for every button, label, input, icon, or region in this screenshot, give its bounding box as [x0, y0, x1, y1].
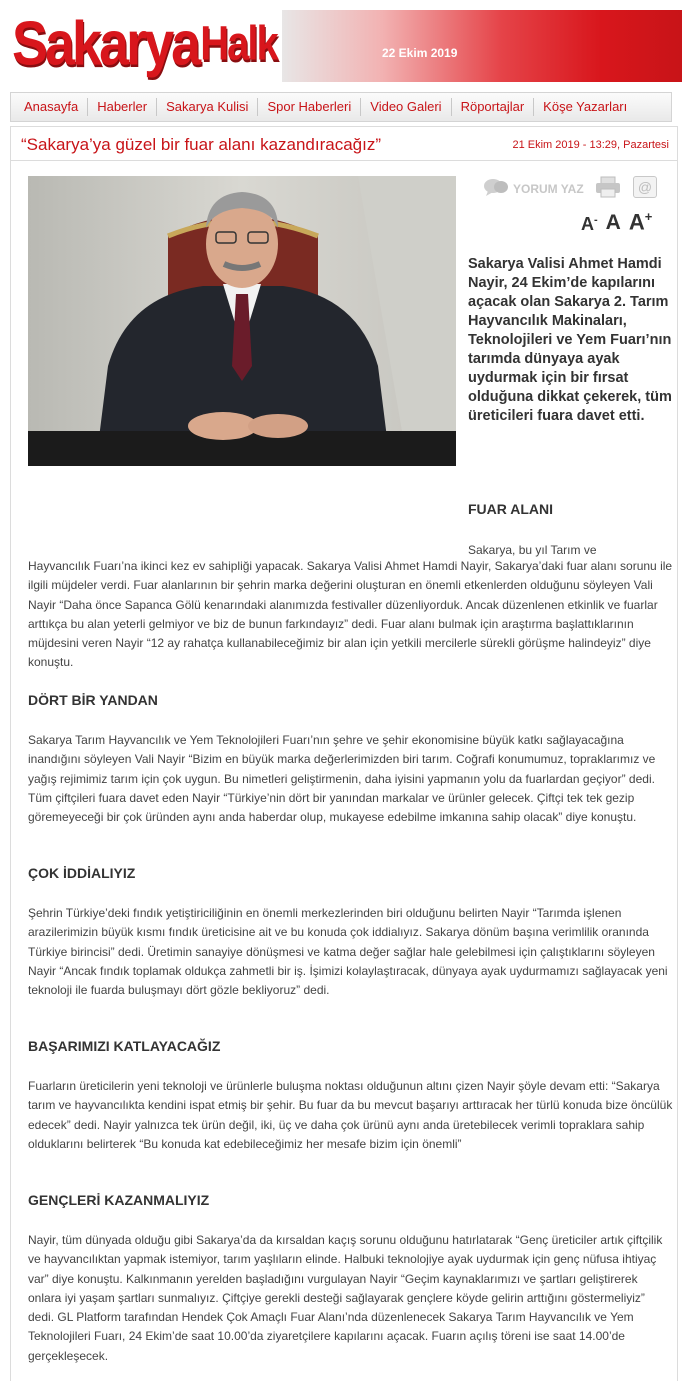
article-title-bar: [11, 127, 677, 161]
article-container: [10, 126, 678, 1381]
section-paragraph: Hayvancılık Fuarı’na ikinci kez ev sahipliği yapacak. Sakarya Valisi Ahmet Hamdi Nayir, Sakarya’daki fuar alanı sorunu ile ilgili müjdeler verdi. Fuar alanlarının bir şehrin marka değerini oluşturan en önemli etkenlerden olduğunu söyleyen Vali Nayir “Daha önce Sapanca Gölü kenarındaki alanımızda festivaller düzenliyorduk. Ancak düzenlenen etkinlik ve fuarlar arttıkça bu alan yeterli gelmiyor ve biz de bunun farkındayız” dedi. Fuar alanı bulmak için araştırma başlattıklarının müjdesini veren Nayir “12 ay rahatça kullanabileceğimiz bir alan için yetkili mercilerle sürekli görüşme halindeyiz” diye konuştu.: [28, 559, 673, 670]
printer-icon[interactable]: [595, 176, 621, 198]
section-heading: DÖRT BİR YANDAN: [28, 692, 158, 708]
nav-item-roportajlar[interactable]: Röportajlar: [452, 98, 535, 116]
section-paragraph: Fuarların üreticilerin yeni teknoloji ve ürünlerle buluşma noktası olduğunun altını çizen Nayir şöyle devam etti: “Sakarya tarım ve hayvancılıkta kendini ispat etmiş bir şehir. Bu fuar da bu mevcut başarıyı arttıracak her türlü konuda bize öncülük edecek” dedi. Nayir yalnızca tek ürün değil, iki, üç ve daha çok ürünü aynı anda üretebilecek verimli topraklara sahip olduklarını belirterek “Bu konuda kat edebileceğimiz her mesafe bizim için önemli”: [28, 1079, 673, 1151]
font-size-increase-button[interactable]: [629, 210, 652, 233]
section-paragraph: Sakarya Tarım Hayvancılık ve Yem Teknolojileri Fuarı’nın şehre ve şehir ekonomisine büyük katkı sağlayacağına inandığını söyleyen Vali Nayir “Bizim en büyük marka değerlerimizden biri tarım. Coğrafi konumumuz, topraklarımız ve yağış rejimimiz tarım için çok uygun. Bu nimetleri geliştirmenin, daha iyisini yapmanın yolu da fuarlardan geçiyor” dedi. Tüm çiftçileri fuara davet eden Nayir “Türkiye’nin dört bir yanından markalar ve ürünler gelecek. Çiftçi tek tek gezip göremeyeceği bir çok üründen aynı anda haberdar olup, mukayese edebilme imkanına sahip olacak” diye konuştu.: [28, 733, 656, 825]
main-nav: [10, 92, 672, 122]
header-banner: [282, 10, 682, 82]
font-size-decrease-button[interactable]: [581, 215, 598, 233]
portrait-illustration: [28, 176, 456, 466]
nav-item-video-galeri[interactable]: Video Galeri: [361, 98, 451, 116]
nav-item-haberler[interactable]: Haberler: [88, 98, 157, 116]
section-paragraph: Şehrin Türkiye’deki fındık yetiştiriciliğinin en önemli merkezlerinden biri olduğunu belirten Nayir “Tarımda işlenen arazilerimizin büyük kısmı fındık üreticisine ait ve bu konuda çok iddialıyız. Sakarya dönüm başına verimlilik oranında Türkiye birincisi” dedi. Üretimin sanayiye dönüşmesi ve katma değer sağlar hale gelebilmesi için çalıştıklarını söyleyen Nayir “Ancak fındık toplamak oldukça zahmetli bir iş. İşimizi kolaylaştıracak, dünyaya ayak uydurmamızı sağlayacak yeni teknoloji ile fuarda buluşmayı dört gözle bekliyoruz” dedi.: [28, 906, 668, 998]
font-size-controls: [581, 210, 652, 233]
article-lead: Sakarya Valisi Ahmet Hamdi Nayir, 24 Ekim’de kapılarını açacak olan Sakarya 2. Tarım Hayvancılık Makinaları, Teknolojileri ve Yem Fuarı’nın tarımda dünyaya ayak uydurmak için bir fırsat olduğuna dikkat çekerek, tüm üreticileri fuara davet etti.: [468, 256, 672, 424]
comment-label: YORUM YAZ: [513, 181, 584, 196]
font-size-normal-button[interactable]: [606, 212, 621, 233]
article-title: “Sakarya’ya güzel bir fuar alanı kazandıracağız”: [21, 135, 382, 154]
section-heading: GENÇLERİ KAZANMALIYIZ: [28, 1192, 210, 1208]
article-tools: [481, 176, 671, 242]
font-size-medium-label: A: [605, 211, 621, 235]
font-size-small-label: A: [581, 214, 594, 235]
section-heading: ÇOK İDDİALIYIZ: [28, 865, 136, 881]
site-header: [0, 0, 682, 88]
section-lead-in: Sakarya, bu yıl Tarım ve: [468, 543, 597, 557]
nav-item-kose-yazarlari[interactable]: Köşe Yazarları: [543, 99, 628, 114]
article-photo: [28, 176, 456, 466]
logo-text-sakarya: Sakarya: [12, 9, 199, 79]
site-logo[interactable]: [12, 6, 277, 82]
section-heading: FUAR ALANI: [468, 501, 554, 517]
logo-text-halk: Halk: [200, 16, 277, 70]
minus-sign: -: [594, 214, 598, 227]
nav-item-anasayfa[interactable]: Anasayfa: [15, 98, 88, 116]
comment-button[interactable]: [483, 178, 584, 199]
chat-bubbles-icon: [483, 178, 509, 199]
nav-item-sakarya-kulisi[interactable]: Sakarya Kulisi: [157, 98, 258, 116]
header-date: 22 Ekim 2019: [382, 46, 458, 60]
article-date: 21 Ekim 2019 - 13:29, Pazartesi: [512, 139, 669, 151]
section-heading: BAŞARIMIZI KATLAYACAĞIZ: [28, 1038, 221, 1054]
email-at-icon[interactable]: @: [633, 176, 657, 198]
font-size-large-label: A: [628, 209, 645, 235]
section-paragraph: Nayir, tüm dünyada olduğu gibi Sakarya’da da kırsaldan kaçış sorunu olduğunu hatırlatarak “Genç üreticiler artık çiftçilik ve hayvancılıktan yapmak istemiyor, tarım yaşlıların elinde. Halbuki teknolojiye ayak uydurmak için genç nüfusa ihtiyaç var” diye konuştu. Kalkınmanın yerelden başladığını vurgulayan Nayir “Geçim kaynaklarımızı ve şartları geliştirerek onlara iyi yaşam şartları sunmalıyız. Çiftçiye gerekli desteği sağlayarak gençlere köyde gelirin arttığını göstermeliyiz” dedi. GL Platform tarafından Hendek Çok Amaçlı Fuar Alanı’nda düzenlenecek Sakarya Tarım Hayvancılık ve Yem Teknolojileri Fuarı, 24 Ekim’de saat 10.00’da ziyaretçilere kapılarını açacak. Fuarın açılış töreni ise saat 14.00’de gerçekleşecek.: [28, 1233, 663, 1363]
nav-item-spor-haberleri[interactable]: Spor Haberleri: [258, 98, 361, 116]
plus-sign: +: [644, 209, 653, 224]
